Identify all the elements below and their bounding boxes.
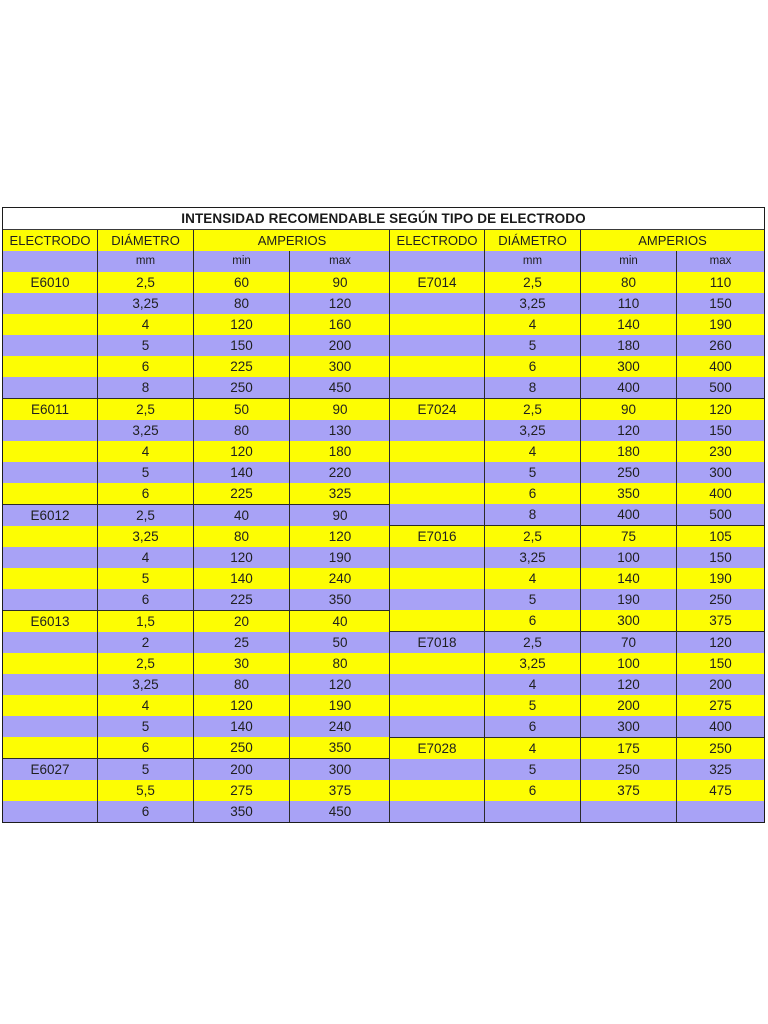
electrodo-cell xyxy=(3,547,98,568)
amp-max-cell: 300 xyxy=(709,465,732,480)
amp-max-cell: 230 xyxy=(709,444,732,459)
diametro-cell: 5 xyxy=(98,568,194,589)
amp-min-cell: 60 xyxy=(194,272,290,293)
electrodo-cell xyxy=(390,504,485,525)
electrodo-cell xyxy=(390,716,485,737)
amp-min-cell: 225 xyxy=(194,589,290,610)
subheader-row xyxy=(390,251,764,272)
table-row xyxy=(390,780,764,801)
electrodo-cell xyxy=(390,483,485,504)
table-title: INTENSIDAD RECOMENDABLE SEGÚN TIPO DE ELECTRODO xyxy=(3,208,764,230)
amp-max-cell: 350 xyxy=(328,740,352,755)
table-row xyxy=(390,483,764,504)
diametro-cell: 6 xyxy=(485,483,581,504)
amp-min-cell: 140 xyxy=(581,568,677,589)
electrodo-cell xyxy=(390,377,485,398)
electrodo-cell xyxy=(390,695,485,716)
header-electrodo: ELECTRODO xyxy=(390,230,485,251)
amp-min-cell: 80 xyxy=(194,674,290,695)
table-row xyxy=(390,737,764,759)
amp-min-cell: 120 xyxy=(194,547,290,568)
diametro-cell: 6 xyxy=(98,801,194,822)
table-row xyxy=(3,716,389,737)
diametro-cell: 3,25 xyxy=(98,420,194,441)
amp-min-cell: 200 xyxy=(581,695,677,716)
right-data-rows xyxy=(390,272,764,822)
amp-max-cell: 120 xyxy=(328,529,352,544)
diametro-cell: 6 xyxy=(485,610,581,631)
amp-min-cell: 120 xyxy=(194,695,290,716)
amp-max-cell: 110 xyxy=(709,275,732,290)
amp-min-cell: 140 xyxy=(194,568,290,589)
electrodo-cell xyxy=(390,441,485,462)
electrodo-cell xyxy=(3,335,98,356)
amp-max-cell: 105 xyxy=(709,529,732,544)
amp-max-cell: 190 xyxy=(328,698,352,713)
diametro-cell: 8 xyxy=(485,377,581,398)
amp-max-cell: 50 xyxy=(332,635,348,650)
electrodo-cell: E6027 xyxy=(3,759,98,780)
table-row xyxy=(3,314,389,335)
amp-min-cell: 190 xyxy=(581,589,677,610)
amp-max-cell: 190 xyxy=(709,317,732,332)
subheader-mm: mm xyxy=(485,251,581,272)
table-row xyxy=(390,568,764,589)
electrodo-cell xyxy=(390,589,485,610)
empty-row xyxy=(390,801,764,822)
header-amperios: AMPERIOS xyxy=(638,233,707,248)
amp-min-cell: 80 xyxy=(194,526,290,547)
table-row xyxy=(390,293,764,314)
amp-min-cell: 140 xyxy=(194,462,290,483)
table-row xyxy=(390,653,764,674)
diametro-cell: 8 xyxy=(485,504,581,525)
table-row xyxy=(3,568,389,589)
electrodo-cell xyxy=(3,441,98,462)
electrodo-cell: E6010 xyxy=(3,272,98,293)
diametro-cell: 3,25 xyxy=(485,547,581,568)
table-row xyxy=(3,462,389,483)
amp-max-cell: 120 xyxy=(328,677,352,692)
diametro-cell: 3,25 xyxy=(485,420,581,441)
electrodo-cell xyxy=(390,547,485,568)
table-row xyxy=(3,441,389,462)
amp-max-cell: 150 xyxy=(709,423,732,438)
diametro-cell: 3,25 xyxy=(98,526,194,547)
amp-min-cell: 30 xyxy=(194,653,290,674)
electrodo-cell xyxy=(3,801,98,822)
electrodo-cell xyxy=(3,653,98,674)
empty-cell xyxy=(485,801,581,822)
amp-max-cell: 375 xyxy=(709,613,732,628)
diametro-cell: 5 xyxy=(485,335,581,356)
amp-min-cell: 150 xyxy=(194,335,290,356)
header-diametro: DIÁMETRO xyxy=(485,230,581,251)
diametro-cell: 3,25 xyxy=(98,674,194,695)
electrodo-cell xyxy=(390,568,485,589)
electrodo-cell xyxy=(3,526,98,547)
table-row xyxy=(3,737,389,758)
amp-min-cell: 300 xyxy=(581,716,677,737)
diametro-cell: 5 xyxy=(485,462,581,483)
subheader-min: min xyxy=(194,251,290,272)
table-row xyxy=(3,632,389,653)
diametro-cell: 4 xyxy=(98,695,194,716)
amp-max-cell: 325 xyxy=(709,762,732,777)
table-row xyxy=(390,547,764,568)
table-row xyxy=(3,653,389,674)
subheader-row xyxy=(3,251,389,272)
table-row xyxy=(3,272,389,293)
amp-min-cell: 50 xyxy=(194,399,290,420)
electrodo-cell: E6013 xyxy=(3,611,98,632)
diametro-cell: 5 xyxy=(98,716,194,737)
diametro-cell: 4 xyxy=(485,314,581,335)
diametro-cell: 6 xyxy=(98,483,194,504)
table-row xyxy=(3,780,389,801)
amp-max-cell: 90 xyxy=(332,275,348,290)
diametro-cell: 6 xyxy=(98,356,194,377)
table-row xyxy=(390,589,764,610)
diametro-cell: 5 xyxy=(485,759,581,780)
amp-min-cell: 400 xyxy=(581,504,677,525)
amp-max-cell: 220 xyxy=(328,465,352,480)
electrodo-cell: E6011 xyxy=(3,399,98,420)
table-row xyxy=(390,695,764,716)
electrodo-cell xyxy=(3,589,98,610)
electrodo-cell xyxy=(390,610,485,631)
diametro-cell: 1,5 xyxy=(98,611,194,632)
amp-max-cell: 325 xyxy=(328,486,352,501)
amp-min-cell: 120 xyxy=(194,441,290,462)
diametro-cell: 4 xyxy=(98,314,194,335)
table-row xyxy=(3,695,389,716)
electrodo-cell xyxy=(3,483,98,504)
diametro-cell: 4 xyxy=(485,674,581,695)
table-row xyxy=(390,525,764,547)
amp-min-cell: 80 xyxy=(194,420,290,441)
electrodo-cell xyxy=(390,653,485,674)
amp-min-cell: 375 xyxy=(581,780,677,801)
amp-max-cell: 240 xyxy=(328,719,352,734)
amp-min-cell: 20 xyxy=(194,611,290,632)
table-row xyxy=(3,610,389,632)
amp-max-cell: 450 xyxy=(328,380,352,395)
electrodo-cell xyxy=(3,674,98,695)
amp-min-cell: 80 xyxy=(581,272,677,293)
amp-max-cell: 160 xyxy=(328,317,352,332)
subheader-max: max xyxy=(329,255,351,267)
diametro-cell: 4 xyxy=(485,441,581,462)
amp-max-cell: 120 xyxy=(709,402,732,417)
amp-min-cell: 250 xyxy=(194,377,290,398)
left-block xyxy=(3,230,390,822)
amp-max-cell: 130 xyxy=(328,423,352,438)
diametro-cell: 6 xyxy=(98,737,194,758)
amp-min-cell: 140 xyxy=(194,716,290,737)
amp-max-cell: 450 xyxy=(328,804,352,819)
table-row xyxy=(390,631,764,653)
left-data-rows xyxy=(3,272,389,822)
diametro-cell: 5 xyxy=(98,335,194,356)
amp-min-cell: 225 xyxy=(194,356,290,377)
table-row xyxy=(390,398,764,420)
electrodo-cell xyxy=(3,716,98,737)
subheader-blank xyxy=(390,251,485,272)
diametro-cell: 6 xyxy=(485,356,581,377)
diametro-cell: 4 xyxy=(485,568,581,589)
diametro-cell: 2,5 xyxy=(485,399,581,420)
amp-min-cell: 275 xyxy=(194,780,290,801)
amp-max-cell: 120 xyxy=(328,296,352,311)
subheader-blank xyxy=(3,251,98,272)
electrodo-cell xyxy=(390,293,485,314)
header-row xyxy=(3,230,389,251)
amp-max-cell: 475 xyxy=(709,783,732,798)
amp-max-cell: 250 xyxy=(709,741,732,756)
empty-cell xyxy=(581,801,677,822)
table-row xyxy=(390,335,764,356)
diametro-cell: 5 xyxy=(98,759,194,780)
table-row xyxy=(390,377,764,398)
table-row xyxy=(3,293,389,314)
amp-max-cell: 150 xyxy=(709,296,732,311)
amp-min-cell: 110 xyxy=(581,293,677,314)
amp-min-cell: 350 xyxy=(194,801,290,822)
amp-max-cell: 150 xyxy=(709,656,732,671)
electrodo-cell xyxy=(3,356,98,377)
header-electrodo: ELECTRODO xyxy=(3,230,98,251)
amp-min-cell: 70 xyxy=(581,632,677,653)
amp-max-cell: 275 xyxy=(709,698,732,713)
diametro-cell: 2,5 xyxy=(485,632,581,653)
diametro-cell: 2,5 xyxy=(98,505,194,526)
electrodo-cell xyxy=(3,695,98,716)
amp-max-cell: 190 xyxy=(709,571,732,586)
diametro-cell: 6 xyxy=(485,780,581,801)
amp-max-cell: 40 xyxy=(332,614,348,629)
electrodo-cell: E7016 xyxy=(390,526,485,547)
table-row xyxy=(3,589,389,610)
electrodo-cell: E7018 xyxy=(390,632,485,653)
electrodo-cell xyxy=(3,737,98,758)
diametro-cell: 5,5 xyxy=(98,780,194,801)
amp-min-cell: 250 xyxy=(581,759,677,780)
electrodo-cell xyxy=(390,674,485,695)
empty-cell xyxy=(677,801,764,822)
table-row xyxy=(3,377,389,398)
table-row xyxy=(3,483,389,504)
amp-max-cell: 240 xyxy=(328,571,352,586)
diametro-cell: 3,25 xyxy=(98,293,194,314)
header-amperios: AMPERIOS xyxy=(257,233,327,248)
table-row xyxy=(390,674,764,695)
table-row xyxy=(3,504,389,526)
electrodo-cell xyxy=(3,377,98,398)
diametro-cell: 5 xyxy=(98,462,194,483)
amp-min-cell: 180 xyxy=(581,441,677,462)
table-body xyxy=(3,230,764,822)
amp-min-cell: 40 xyxy=(194,505,290,526)
electrodo-cell xyxy=(390,420,485,441)
electrodo-cell xyxy=(3,314,98,335)
amp-max-cell: 500 xyxy=(709,507,732,522)
subheader-mm: mm xyxy=(98,251,194,272)
diametro-cell: 5 xyxy=(485,695,581,716)
diametro-cell: 3,25 xyxy=(485,653,581,674)
amp-max-cell: 200 xyxy=(709,677,732,692)
amp-min-cell: 180 xyxy=(581,335,677,356)
amp-max-cell: 180 xyxy=(328,444,352,459)
table-row xyxy=(3,398,389,420)
table-row xyxy=(390,272,764,293)
amp-max-cell: 260 xyxy=(709,338,732,353)
table-row xyxy=(3,420,389,441)
electrode-amperage-table xyxy=(2,207,765,823)
amp-max-cell: 120 xyxy=(709,635,732,650)
amp-max-cell: 300 xyxy=(328,762,352,777)
table-row xyxy=(390,462,764,483)
electrodo-cell xyxy=(390,780,485,801)
amp-min-cell: 25 xyxy=(194,632,290,653)
amp-min-cell: 350 xyxy=(581,483,677,504)
amp-min-cell: 300 xyxy=(581,610,677,631)
right-block xyxy=(390,230,764,822)
amp-min-cell: 400 xyxy=(581,377,677,398)
table-row xyxy=(390,356,764,377)
table-row xyxy=(390,314,764,335)
table-row xyxy=(390,504,764,525)
electrodo-cell xyxy=(3,462,98,483)
amp-min-cell: 200 xyxy=(194,759,290,780)
diametro-cell: 6 xyxy=(485,716,581,737)
electrodo-cell xyxy=(3,780,98,801)
diametro-cell: 8 xyxy=(98,377,194,398)
amp-max-cell: 375 xyxy=(328,783,352,798)
amp-min-cell: 120 xyxy=(581,674,677,695)
electrodo-cell: E7028 xyxy=(390,738,485,759)
amp-min-cell: 100 xyxy=(581,653,677,674)
electrodo-cell xyxy=(390,462,485,483)
electrodo-cell xyxy=(3,420,98,441)
diametro-cell: 5 xyxy=(485,589,581,610)
amp-min-cell: 120 xyxy=(581,420,677,441)
amp-min-cell: 90 xyxy=(581,399,677,420)
amp-min-cell: 75 xyxy=(581,526,677,547)
diametro-cell: 2,5 xyxy=(485,526,581,547)
table-row xyxy=(390,441,764,462)
table-row xyxy=(3,801,389,822)
amp-min-cell: 250 xyxy=(194,737,290,758)
amp-max-cell: 500 xyxy=(709,380,732,395)
table-row xyxy=(3,356,389,377)
table-row xyxy=(390,759,764,780)
diametro-cell: 2,5 xyxy=(485,272,581,293)
electrodo-cell: E7024 xyxy=(390,399,485,420)
electrodo-cell: E7014 xyxy=(390,272,485,293)
amp-min-cell: 250 xyxy=(581,462,677,483)
amp-max-cell: 350 xyxy=(328,592,352,607)
diametro-cell: 2,5 xyxy=(98,653,194,674)
amp-max-cell: 400 xyxy=(709,359,732,374)
amp-min-cell: 225 xyxy=(194,483,290,504)
table-row xyxy=(390,610,764,631)
subheader-max: max xyxy=(709,255,732,267)
amp-min-cell: 175 xyxy=(581,738,677,759)
header-diametro: DIÁMETRO xyxy=(98,230,194,251)
diametro-cell: 4 xyxy=(98,547,194,568)
electrodo-cell xyxy=(3,632,98,653)
electrodo-cell xyxy=(3,568,98,589)
amp-min-cell: 120 xyxy=(194,314,290,335)
diametro-cell: 3,25 xyxy=(485,293,581,314)
amp-max-cell: 150 xyxy=(709,550,732,565)
table-row xyxy=(390,420,764,441)
table-row xyxy=(3,674,389,695)
amp-min-cell: 300 xyxy=(581,356,677,377)
diametro-cell: 2,5 xyxy=(98,399,194,420)
electrodo-cell xyxy=(390,335,485,356)
electrodo-cell xyxy=(390,314,485,335)
amp-max-cell: 80 xyxy=(332,656,348,671)
amp-min-cell: 80 xyxy=(194,293,290,314)
table-row xyxy=(3,547,389,568)
electrodo-cell: E6012 xyxy=(3,505,98,526)
diametro-cell: 2,5 xyxy=(98,272,194,293)
subheader-min: min xyxy=(581,251,677,272)
diametro-cell: 6 xyxy=(98,589,194,610)
table-row xyxy=(3,758,389,780)
amp-max-cell: 400 xyxy=(709,719,732,734)
amp-min-cell: 100 xyxy=(581,547,677,568)
diametro-cell: 4 xyxy=(98,441,194,462)
amp-max-cell: 250 xyxy=(709,592,732,607)
amp-max-cell: 400 xyxy=(709,486,732,501)
amp-min-cell: 140 xyxy=(581,314,677,335)
electrodo-cell xyxy=(390,356,485,377)
diametro-cell: 2 xyxy=(98,632,194,653)
header-row xyxy=(390,230,764,251)
empty-cell xyxy=(390,801,485,822)
electrodo-cell xyxy=(3,293,98,314)
amp-max-cell: 190 xyxy=(328,550,352,565)
amp-max-cell: 90 xyxy=(332,402,348,417)
electrodo-cell xyxy=(390,759,485,780)
table-row xyxy=(390,716,764,737)
amp-max-cell: 300 xyxy=(328,359,352,374)
table-row xyxy=(3,335,389,356)
amp-max-cell: 90 xyxy=(332,508,348,523)
amp-max-cell: 200 xyxy=(328,338,352,353)
diametro-cell: 4 xyxy=(485,738,581,759)
table-row xyxy=(3,526,389,547)
